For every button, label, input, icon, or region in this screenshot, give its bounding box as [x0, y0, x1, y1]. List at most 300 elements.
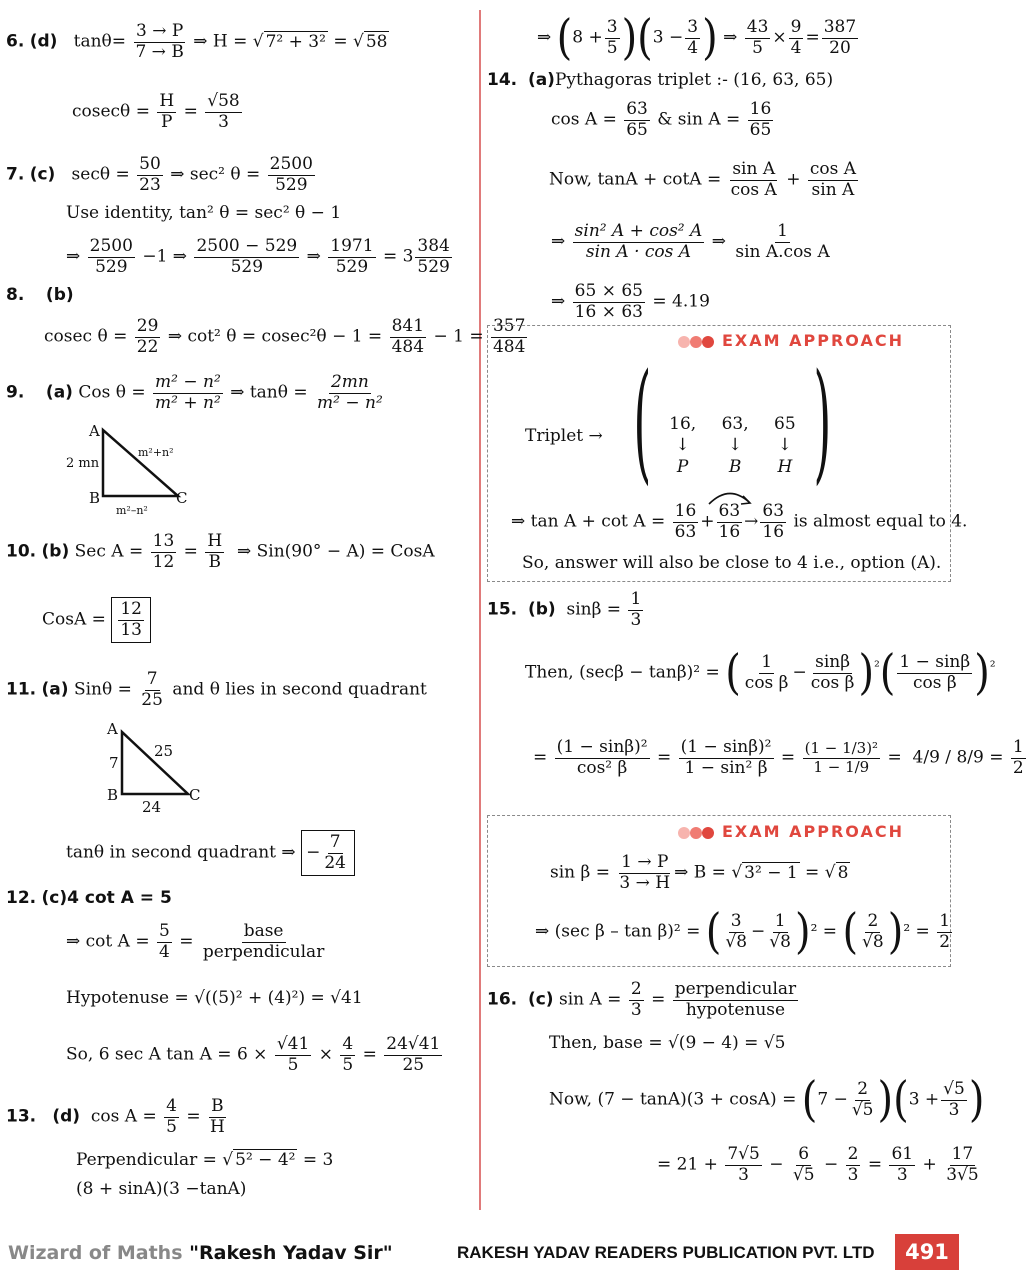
q14-line4 [551, 222, 834, 262]
den: cos β [810, 672, 855, 693]
text: & sin A = [657, 109, 741, 130]
num: base [243, 921, 284, 941]
vertex-c-label: C [176, 489, 188, 507]
fraction [673, 502, 699, 542]
q9-line1 [6, 373, 387, 413]
q14-line1 [487, 72, 833, 89]
num: 3 → P [135, 21, 184, 41]
num: sin² A + cos² A [574, 221, 703, 241]
text: tanθ in second quadrant ⇒ [66, 842, 296, 863]
text: − [823, 1154, 839, 1175]
num: 1 → P [621, 852, 669, 872]
text: ⇒ sec² θ = [170, 164, 261, 185]
fraction [685, 18, 700, 58]
text: Now, (7 − tanA)(3 + cosA) [549, 1089, 777, 1110]
den: 529 [95, 256, 128, 277]
den: 5 [752, 37, 763, 58]
text: ⇒ H = [193, 31, 253, 52]
den: sin A.cos A [735, 241, 830, 262]
q16-line2 [549, 1035, 785, 1052]
q10-option: (b) [41, 541, 70, 562]
num: (1 − 1/3)² [804, 739, 879, 758]
text: sin β = [550, 862, 610, 883]
fraction [605, 18, 620, 58]
fraction [937, 912, 952, 952]
paren: ) [968, 1072, 985, 1128]
fraction [573, 282, 645, 322]
text: CosA = [42, 609, 106, 630]
fraction [748, 100, 774, 140]
fraction [725, 1145, 761, 1185]
text: = 21 + [657, 1154, 718, 1175]
den: B [208, 551, 221, 572]
num: (1 − sinβ)² [556, 737, 648, 757]
num: cos A [809, 159, 857, 179]
den: 2 [1012, 757, 1024, 778]
radicand: 3² − 1 [744, 862, 798, 883]
paren: ( [637, 10, 653, 66]
paren: ) [621, 10, 638, 66]
den: 5 [342, 1054, 354, 1075]
fraction [673, 980, 798, 1020]
text: secθ = [71, 164, 130, 185]
answer-box [111, 597, 151, 643]
fraction [194, 237, 299, 277]
num: 1 [774, 911, 786, 931]
q12-line3 [66, 990, 363, 1007]
den: P [161, 111, 173, 132]
text: Hypotenuse [66, 988, 170, 1008]
text: 3 + [908, 1089, 940, 1110]
text: Sec A = [74, 541, 144, 562]
q11-line1 [6, 670, 427, 710]
fraction [573, 222, 705, 262]
vertex-c-label: C [189, 786, 201, 804]
den: 3 [948, 1099, 960, 1120]
fraction [743, 653, 791, 693]
den: 1 − 1/9 [813, 757, 870, 776]
fraction [415, 237, 451, 277]
num: 7 [329, 832, 341, 852]
fraction [791, 1145, 817, 1185]
den: 5 [606, 37, 618, 58]
den: 2 [939, 931, 951, 952]
text: 3 − [652, 27, 684, 48]
q10-line2 [42, 597, 151, 643]
vertex-b-label: B [89, 489, 101, 507]
q13-continued-line [537, 10, 860, 66]
fraction [315, 373, 385, 413]
q7-line1 [6, 155, 317, 195]
den: 3 [218, 111, 229, 132]
text: × [772, 27, 787, 48]
num: perpendicular [674, 979, 797, 999]
exam-approach-heading-1 [678, 331, 904, 350]
num: 2 [847, 1144, 859, 1164]
num: 6 [798, 1144, 810, 1164]
text: ⇒ [723, 27, 738, 48]
text: ⇒ [551, 231, 566, 252]
fraction [889, 1145, 915, 1185]
text: Now, tanA + cotA = [549, 169, 722, 190]
exponent: ² [989, 658, 996, 675]
author-text: "Rakesh Yadav Sir" [182, 1242, 393, 1264]
num: 65 × 65 [574, 281, 643, 301]
fraction [157, 92, 176, 132]
num: 5 [158, 921, 170, 941]
text: sinβ = [566, 599, 622, 620]
column [774, 414, 796, 478]
q11-option: (a) [41, 679, 69, 700]
radicand: 7² + 3² [265, 31, 326, 52]
fraction [897, 653, 972, 693]
den: √8 [862, 931, 884, 952]
q13-line1 [6, 1097, 229, 1137]
text: = [179, 931, 194, 952]
num: 1 [777, 221, 788, 241]
q6-line2 [72, 92, 244, 132]
num: 384 [417, 236, 450, 256]
arrow: ↓ [777, 435, 792, 456]
text: = 3 [297, 1150, 334, 1170]
fraction [322, 833, 348, 873]
paren: ( [705, 904, 722, 960]
num: 9 [790, 17, 802, 37]
fraction [1011, 738, 1026, 778]
den: 3√5 [946, 1164, 979, 1185]
q6-line1: 6. (d) tanθ= $\frac{3 \to P}{7 \to B}$ ⇒ H = √ 7² + 3² = √ 58 [6, 21, 388, 62]
q10-line1 [6, 532, 435, 572]
text: = 4.19 [652, 291, 710, 312]
den: 3 [847, 1164, 859, 1185]
q7-option: (c) [29, 164, 56, 185]
den: 1 − sin² β [684, 757, 768, 778]
num: √5 [943, 1079, 965, 1099]
fraction [717, 502, 743, 542]
q9-option: (a) [45, 382, 73, 403]
num: 1971 [330, 236, 374, 256]
q15-line3 [533, 738, 1028, 778]
den: cos β [912, 672, 957, 693]
fraction [745, 18, 771, 58]
text: = 6 × [211, 1044, 268, 1065]
text: = √(9 − 4) = √5 [642, 1033, 786, 1053]
text: ⇒ cot A = [66, 931, 150, 952]
text: Pythagoras triplet :- (16, 63, 65) [554, 70, 834, 90]
column [722, 414, 749, 478]
triangle-shape [103, 430, 178, 496]
text: is almost equal to 4. [793, 511, 968, 532]
radicand: 8 [837, 862, 849, 883]
den: 529 [417, 256, 450, 277]
fraction [809, 653, 857, 693]
den: 12 [152, 551, 175, 572]
text: ⇒ [711, 231, 726, 252]
num: 43 [746, 17, 769, 37]
text: cosecθ = [72, 101, 150, 122]
q12-number: 12. [6, 888, 37, 908]
q7-line2: Use identity, tan² θ = sec² θ − 1 [66, 203, 342, 223]
fraction [846, 1145, 861, 1185]
fraction [803, 740, 881, 776]
den: 25 [402, 1054, 425, 1075]
num: 2 [867, 911, 879, 931]
fraction [617, 853, 672, 893]
text: = [887, 747, 902, 768]
q16-option: (c) [527, 989, 554, 1010]
fraction [555, 738, 650, 778]
value: 65 [774, 414, 796, 434]
fraction [118, 600, 144, 640]
den: cos² β [576, 757, 628, 778]
exam-approach-1-line1 [511, 502, 967, 542]
text: sin A = [558, 989, 622, 1010]
num: √41 [276, 1034, 310, 1054]
den: 65 [626, 119, 648, 140]
paren: ) [794, 904, 811, 960]
num: √58 [207, 91, 240, 111]
fraction [328, 237, 375, 277]
column-divider [479, 10, 481, 1210]
fraction [850, 1080, 876, 1120]
vertex-a-label: A [107, 720, 118, 738]
text: Then, base [549, 1033, 643, 1053]
num: 1 [761, 652, 773, 672]
text: −1 ⇒ [142, 246, 188, 267]
exam-approach-2-line2 [535, 904, 954, 960]
text: = [327, 31, 353, 52]
text: and θ lies in second quadrant [172, 679, 427, 700]
den: √5 [792, 1164, 815, 1185]
num: 63 [718, 501, 741, 521]
fraction [268, 155, 315, 195]
fraction [384, 1035, 442, 1075]
curved-arrow-icon [705, 486, 755, 506]
fraction [789, 18, 804, 58]
column [669, 414, 696, 478]
text: tanθ= [73, 31, 127, 52]
fraction [208, 1097, 227, 1137]
sign: − [306, 842, 321, 863]
exam-approach-1-line2: So, answer will also be close to 4 i.e., option (A). [522, 553, 942, 573]
den: 3 [630, 999, 642, 1020]
den: √8 [769, 931, 791, 952]
num: 3 [730, 911, 742, 931]
text: ⇒ cot² θ = cosec²θ − 1 = [167, 326, 383, 347]
num: 3 [687, 17, 699, 37]
heading-text: EXAM APPROACH [722, 822, 904, 841]
text: ⇒ [537, 27, 552, 48]
num: 1 − sinβ [899, 652, 971, 672]
q16-line4 [657, 1145, 983, 1185]
radicand: 58 [365, 31, 388, 52]
q7-line3 [66, 237, 454, 277]
q8-number: 8. [6, 285, 25, 305]
text: ⇒ B = [674, 862, 732, 883]
den: 16 × 63 [574, 301, 643, 322]
paren: ) [813, 345, 832, 497]
paren: ) [858, 645, 875, 701]
fraction [767, 912, 793, 952]
side-label: 7 [109, 754, 119, 772]
den: m² + n² [155, 392, 221, 413]
footer-brand [8, 1242, 393, 1264]
fraction [760, 502, 786, 542]
q9-number: 9. [6, 382, 25, 403]
radicand: 5² − 4² [235, 1150, 296, 1170]
q16-line1 [487, 980, 800, 1020]
den: H [209, 1116, 225, 1137]
q13-line3: (8 + sinA)(3 −tanA) [76, 1179, 247, 1199]
triplet-label: Triplet → [525, 426, 603, 446]
text: = [183, 541, 198, 562]
den: perpendicular [202, 941, 325, 962]
text: − [792, 662, 807, 683]
den: 7 → B [135, 41, 184, 62]
text: + [700, 511, 715, 532]
paren: ( [893, 1072, 909, 1128]
text: cosec θ = [44, 326, 128, 347]
decorative-dots-icon [678, 336, 716, 348]
q12-line2 [66, 922, 328, 962]
arrow: ↓ [727, 435, 743, 456]
text: → [744, 511, 759, 532]
q16-line3 [549, 1072, 985, 1128]
vertex-b-label: B [107, 786, 119, 804]
side-label: m²+n² [138, 446, 174, 459]
text: ⇒ [306, 246, 321, 267]
text: = [533, 747, 548, 768]
num: 841 [391, 316, 425, 336]
text: = [780, 747, 796, 768]
text: ⇒ [551, 291, 566, 312]
paren: ) [974, 645, 990, 701]
den: 23 [139, 174, 161, 195]
fraction [205, 532, 224, 572]
paren: ( [556, 10, 573, 66]
q15-line2 [525, 645, 996, 701]
text: ⇒ tanθ = [230, 382, 308, 403]
num: m² − n² [155, 372, 221, 392]
text: + [922, 1154, 937, 1175]
num: H [159, 91, 175, 111]
num: 2 [857, 1079, 869, 1099]
fraction [629, 980, 644, 1020]
exam-approach-heading-2 [678, 822, 904, 841]
q15-line1 [487, 590, 645, 630]
num: 387 [823, 17, 857, 37]
q8-line2 [44, 317, 529, 357]
exam-approach-2-line1: sin β = $\frac{1 \to P}{3 \to H}$ ⇒ B = √ 3² − 1 = √ 8 [550, 852, 849, 893]
text: + [786, 169, 801, 190]
num: 7 [146, 669, 158, 689]
text: cos A = [551, 109, 617, 130]
text: = [362, 1044, 377, 1065]
den: 529 [275, 174, 308, 195]
q6-option: (d) [29, 31, 58, 52]
arrow: ↓ [675, 435, 690, 456]
num: sinβ [815, 652, 851, 672]
side-label: 24 [142, 798, 162, 816]
footer-publisher: RAKESH YADAV READERS PUBLICATION PVT. LTD [457, 1243, 875, 1262]
fraction [941, 1080, 967, 1120]
paren: ( [879, 645, 896, 701]
text: ⇒ tan A + cot A = [511, 511, 666, 532]
text: 4/9 / 8/9 [912, 747, 984, 768]
text: = 3 [382, 246, 414, 267]
q6-number: 6. [6, 31, 25, 52]
text: 7 − [817, 1089, 848, 1110]
den: 25 [141, 689, 163, 710]
num: 63 [626, 99, 648, 119]
q15-number: 15. [487, 599, 518, 620]
fraction [153, 373, 223, 413]
q10-number: 10. [6, 541, 37, 562]
num: 2500 [269, 154, 313, 174]
num: 13 [152, 531, 175, 551]
text: = [867, 1154, 883, 1175]
text: × [318, 1044, 333, 1065]
den: 13 [120, 619, 142, 640]
paren: ( [842, 904, 859, 960]
den: 65 [749, 119, 772, 140]
fraction [822, 18, 858, 58]
fraction [679, 738, 774, 778]
fraction [390, 317, 426, 357]
text: = [656, 747, 672, 768]
den: cos A [730, 179, 777, 200]
fraction [723, 912, 749, 952]
page-footer [0, 1222, 959, 1280]
den: 5 [287, 1054, 299, 1075]
text: So, 6 sec A tan A [66, 1044, 212, 1065]
q14-line3 [549, 160, 860, 200]
text: − 1 = [433, 326, 484, 347]
fraction [139, 670, 165, 710]
den: 484 [492, 336, 526, 357]
num: sin A [732, 159, 776, 179]
num: 357 [492, 316, 526, 336]
fraction [151, 532, 177, 572]
q11-line2 [66, 830, 355, 876]
value: 63, [721, 414, 749, 434]
den: 16 [718, 521, 741, 542]
text: ⇒ Sin(90° − A) = CosA [236, 541, 435, 562]
heading-text: EXAM APPROACH [722, 331, 904, 350]
text: Then, (secβ − tanβ)² [525, 662, 701, 683]
num: 1 [630, 589, 642, 609]
text: Sinθ = [73, 679, 132, 700]
den: 5 [166, 1116, 177, 1137]
text: ⇒ (sec β – tan β)² = [535, 921, 701, 942]
num: 63 [762, 501, 785, 521]
paren: ( [633, 345, 652, 497]
triplet-matrix [617, 345, 848, 497]
fraction [201, 922, 326, 962]
den: sin A [811, 179, 855, 200]
paren: ) [877, 1072, 894, 1128]
den: hypotenuse [685, 999, 786, 1020]
fraction [340, 1035, 355, 1075]
den: 3 [896, 1164, 908, 1185]
text: − [769, 1154, 784, 1175]
q14-number: 14. [487, 70, 518, 90]
num: 1 [1012, 737, 1024, 757]
side-label: 2 mn [66, 456, 100, 471]
text: 4 cot A = 5 [67, 888, 172, 908]
vertex-a-label: A [89, 422, 100, 440]
fraction [164, 1097, 179, 1137]
